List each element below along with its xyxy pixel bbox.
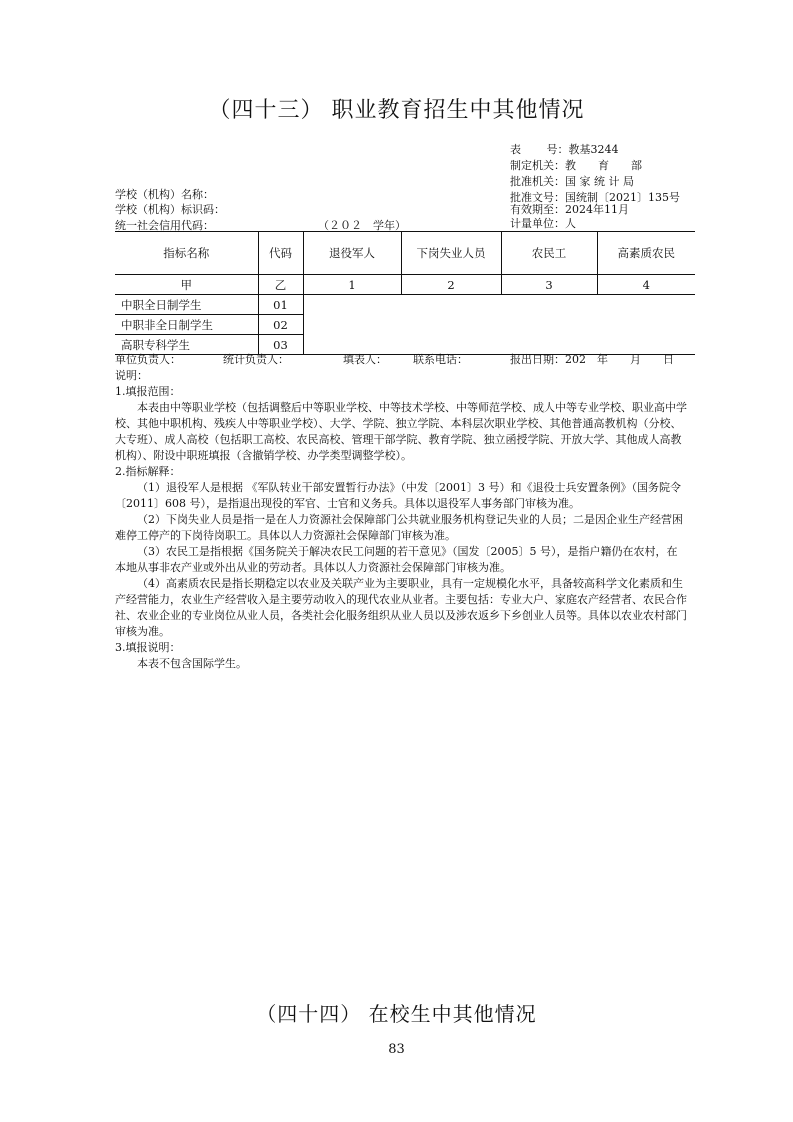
col-header: 代码 xyxy=(258,232,303,275)
page-number: 83 xyxy=(388,1042,405,1057)
index-cell: 乙 xyxy=(258,275,303,295)
phone-label: 联系电话： xyxy=(413,353,468,366)
row-name: 高职专科学生 xyxy=(115,335,258,355)
definition-item: （2）下岗失业人员是指一是在人力资源社会保障部门公共就业服务机构登记失业的人员；二是因企业生产经营困难停工停产的下岗待岗职工。具体以人力资源社会保障部门审核为准。 xyxy=(115,513,683,542)
report-date-label: 报出日期：202 年 月 日 xyxy=(510,353,674,366)
section-title: 3.填报说明： xyxy=(115,641,181,654)
filler-label: 填表人： xyxy=(343,353,387,366)
formulating-agency: 制定机关：教 育 部 xyxy=(510,159,642,172)
unit-head-label: 单位负责人： xyxy=(115,353,181,366)
col-header: 高素质农民 xyxy=(597,232,695,275)
col-header: 指标名称 xyxy=(115,232,258,275)
row-name: 中职全日制学生 xyxy=(115,295,258,315)
row-code: 03 xyxy=(258,335,303,355)
section-title: 2.指标解释： xyxy=(115,465,181,478)
credit-code-label: 统一社会信用代码： xyxy=(115,219,214,232)
enrollment-table xyxy=(115,231,695,355)
stat-head-label: 统计负责人： xyxy=(223,353,289,366)
next-section-title: （四十四） 在校生中其他情况 xyxy=(256,1002,537,1026)
measure-unit: 计量单位：人 xyxy=(510,217,576,230)
index-cell: 甲 xyxy=(115,275,258,295)
section-text: 本表由中等职业学校（包括调整后中等职业学校、中等技术学校、中等师范学校、成人中等专业学校、职业高中学校、其他中职机构、残疾人中等职业学校）、大学、学院、独立学院、本科层次职业学校、其他普通高教机构（分校、大专班）、成人高校（包括职工高校、农民高校、管理干部学院、教育学院、独立函授学院、开放大学、其他成人高教机构）、附设中职班填报（含撤销学校、办学类型调整学校）。 xyxy=(115,401,687,462)
table-header-row xyxy=(115,232,695,275)
col-header: 下岗失业人员 xyxy=(401,232,501,275)
index-cell: 1 xyxy=(303,275,401,295)
form-number: 表 号：教基3244 xyxy=(510,143,619,156)
row-code: 01 xyxy=(258,295,303,315)
index-cell: 3 xyxy=(501,275,597,295)
row-name: 中职非全日制学生 xyxy=(115,315,258,335)
section-title: 1.填报范围： xyxy=(115,385,181,398)
notes-section xyxy=(115,368,687,672)
section-text: 本表不包含国际学生。 xyxy=(137,657,247,670)
page-title: （四十三） 职业教育招生中其他情况 xyxy=(208,98,585,123)
definition-item: （3）农民工是指根据《国务院关于解决农民工问题的若干意见》（国发〔2005〕5 号），是指户籍仍在农村，在本地从事非农产业或外出从业的劳动者。具体以人力资源社会保障部门审核为准。 xyxy=(115,545,678,574)
school-name-label: 学校（机构）名称： xyxy=(115,188,214,201)
table-row xyxy=(115,295,695,315)
valid-until: 有效期至：2024年11月 xyxy=(510,203,629,216)
index-row xyxy=(115,275,695,295)
approving-agency: 批准机关：国 家 统 计 局 xyxy=(510,175,634,188)
index-cell: 4 xyxy=(597,275,695,295)
data-cell xyxy=(303,295,401,315)
definition-item: （4）高素质农民是指长期稳定以农业及关联产业为主要职业，具有一定规模化水平，具备较高科学文化素质和生产经营能力，农业生产经营收入是主要劳动收入的现代农业从业者。主要包括：专业大户、家庭农产经营者、农民合作社、农业企业的专业岗位从业人员，各类社会化服务组织从业人员以及涉农返乡下乡创业人员等。具体以农业农村部门审核为准。 xyxy=(115,577,687,638)
approval-number: 批准文号：国统制〔2021〕135号 xyxy=(510,191,680,204)
index-cell: 2 xyxy=(401,275,501,295)
table-row xyxy=(115,315,695,335)
school-id-label: 学校（机构）标识码： xyxy=(115,203,225,216)
col-header: 农民工 xyxy=(501,232,597,275)
col-header: 退役军人 xyxy=(303,232,401,275)
school-year: （２０２ 学年） xyxy=(318,219,406,232)
data-cell xyxy=(303,315,401,335)
definition-item: （1）退役军人是根据 《军队转业干部安置暂行办法》（中发〔2001〕3 号）和《退役士兵安置条例》（国务院令〔2011〕608 号），是指退出现役的军官、士官和义务兵。具体以退役军人事务部门审核为准。 xyxy=(115,481,681,510)
notes-heading: 说明： xyxy=(115,369,148,382)
row-code: 02 xyxy=(258,315,303,335)
